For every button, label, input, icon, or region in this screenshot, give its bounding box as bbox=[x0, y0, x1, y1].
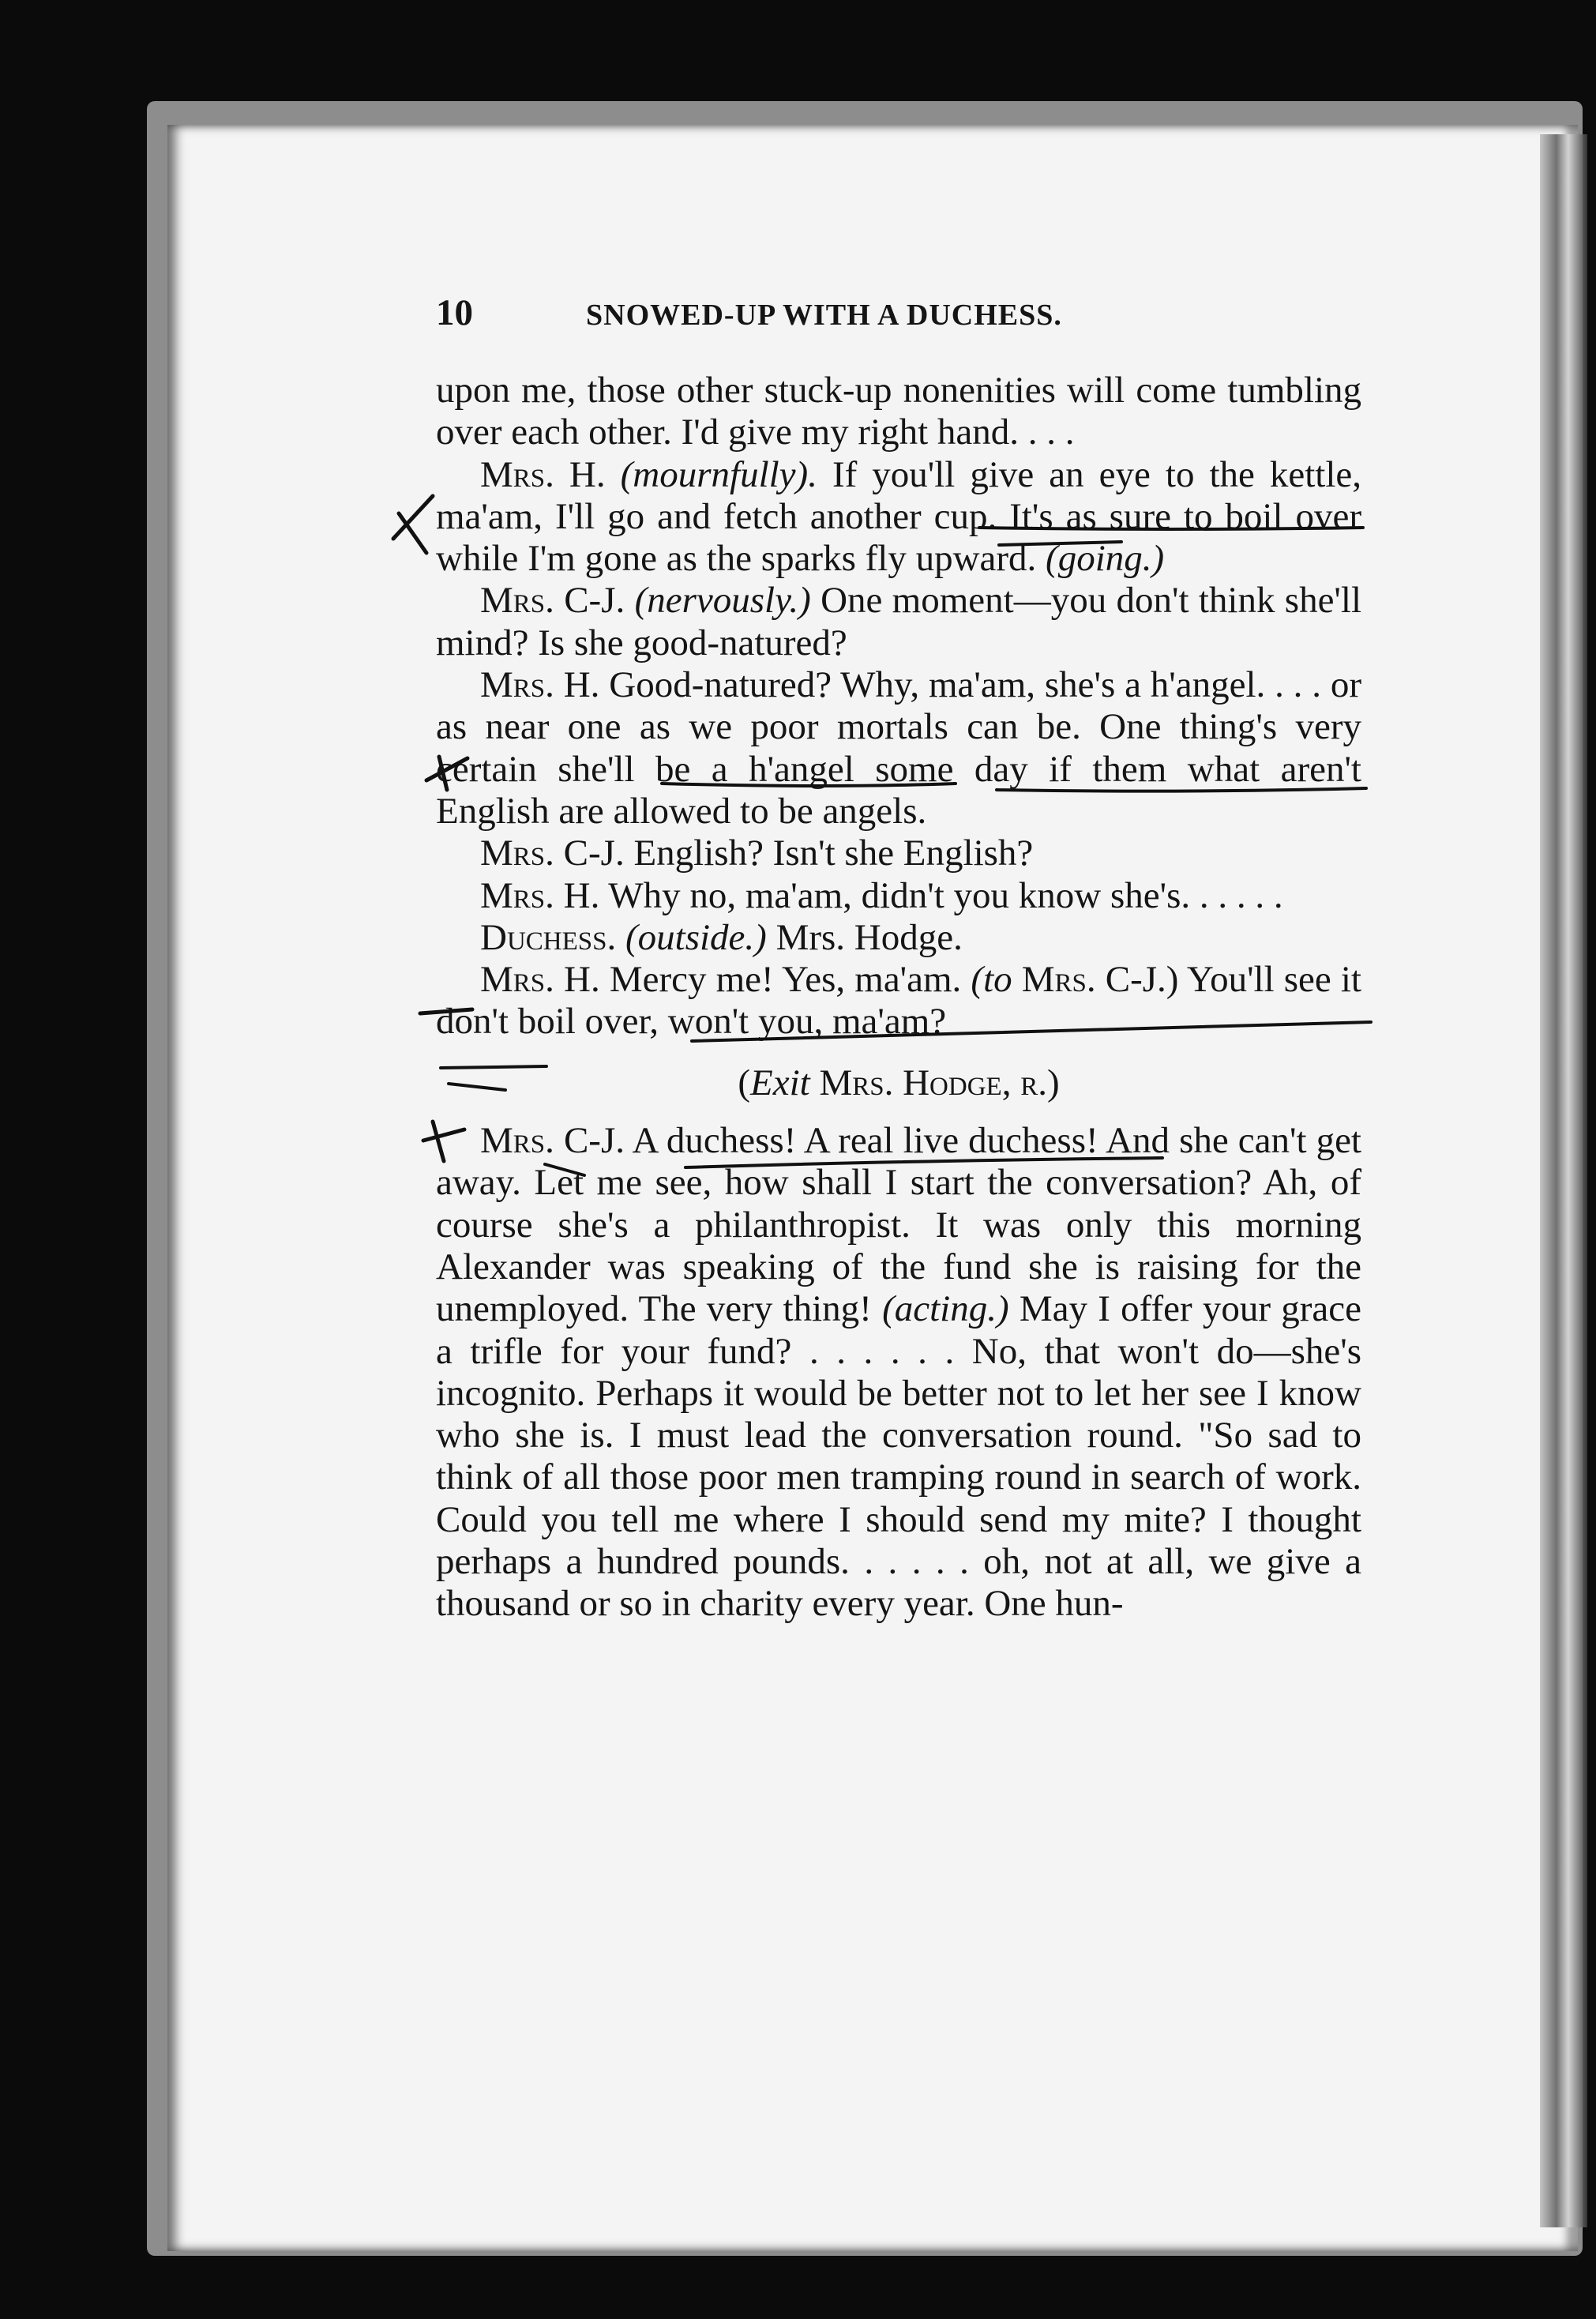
dialogue-text: A duchess! A real live duchess! And she can't get away. Let me see, how shall I start the conversation? Ah, of course she's a philanthropist. It was only this morning Alexander was speaking of the fund she is raising for the unemployed. The very thing! bbox=[436, 1120, 1361, 1330]
paragraph-8 bbox=[436, 959, 1361, 1043]
speaker-name: Mrs. H. bbox=[480, 874, 600, 916]
speaker-name: Duchess. bbox=[480, 916, 617, 958]
paragraph-5 bbox=[436, 833, 1361, 874]
stage-direction: (acting.) bbox=[882, 1288, 1009, 1330]
dialogue-text: May I offer your grace a trifle for your fund? . . . . . . No, that won't do—she's incognito. Perhaps it would be better not to let her see I know who she is. I must lead the conversation round. "So sad to think of all those poor men tramping round in search of work. Could you tell me where I should send my mite? I thought perhaps a hundred pounds. . . . . . oh, not at all, we give a thousand or so in charity every year. One hun- bbox=[436, 1288, 1362, 1625]
speaker-name: Mrs. H. bbox=[480, 664, 600, 706]
exit-stage-direction bbox=[436, 1062, 1361, 1104]
dialogue-text: Mercy me! Yes, ma'am. bbox=[609, 959, 962, 1001]
paragraph-text: upon me, those other stuck-up nonenities will come tumbling over each other. I'd give my right hand. . . . bbox=[436, 370, 1361, 453]
dialogue-text: If you'll give an eye to the kettle, ma'am, I'll go and fetch another cup. It's as sure to boil over while I'm gone as the sparks fly upward. bbox=[436, 453, 1362, 580]
dialogue-text: One moment—you don't think she'll mind? Is she good-natured? bbox=[436, 580, 1362, 663]
page-header bbox=[436, 292, 1361, 349]
addressee-name: Mrs. C-J.) bbox=[1021, 959, 1179, 1001]
page-number: 10 bbox=[436, 292, 473, 333]
dialogue-text: Mrs. Hodge. bbox=[775, 916, 963, 958]
dialogue-text: Good-natured? Why, ma'am, she's a h'angel. . . . or as near one as we poor mortals can be. One thing's very certain she'll be a h'angel some day if them what aren't English are allowed to be angels. bbox=[436, 664, 1361, 832]
speaker-name: Mrs. H. bbox=[480, 453, 606, 495]
speaker-name: Mrs. H. bbox=[480, 959, 600, 1001]
page-text bbox=[436, 292, 1361, 1626]
stage-direction: (going.) bbox=[1046, 538, 1165, 580]
paragraph-3 bbox=[436, 580, 1361, 664]
paragraph-2 bbox=[436, 454, 1361, 581]
stage-direction: (nervously.) bbox=[634, 580, 811, 622]
running-head: SNOWED-UP WITH A DUCHESS. bbox=[586, 299, 1062, 332]
dialogue-text: English? Isn't she English? bbox=[633, 833, 1034, 874]
paragraph-9 bbox=[436, 1120, 1361, 1626]
paragraph-1 bbox=[436, 370, 1361, 454]
paragraph-7 bbox=[436, 917, 1361, 959]
stage-direction: (to bbox=[971, 959, 1012, 1001]
speaker-name: Mrs. C-J. bbox=[480, 1120, 625, 1162]
dialogue-text: Why no, ma'am, didn't you know she's. . . . . . bbox=[608, 874, 1283, 916]
exiting-character: Mrs. Hodge, r.) bbox=[819, 1062, 1060, 1103]
stage-direction: (outside.) bbox=[625, 916, 767, 958]
stage-direction: (mournfully). bbox=[620, 453, 817, 495]
facing-page-edge bbox=[1540, 134, 1587, 2227]
exit-word: Exit bbox=[750, 1062, 810, 1103]
speaker-name: Mrs. C-J. bbox=[480, 833, 625, 874]
paragraph-6 bbox=[436, 875, 1361, 917]
paragraph-4 bbox=[436, 664, 1361, 833]
dialogue-text: You'll see it don't boil over, won't you, ma'am? bbox=[436, 959, 1361, 1043]
paren: ( bbox=[738, 1062, 751, 1103]
speaker-name: Mrs. C-J. bbox=[480, 580, 625, 622]
